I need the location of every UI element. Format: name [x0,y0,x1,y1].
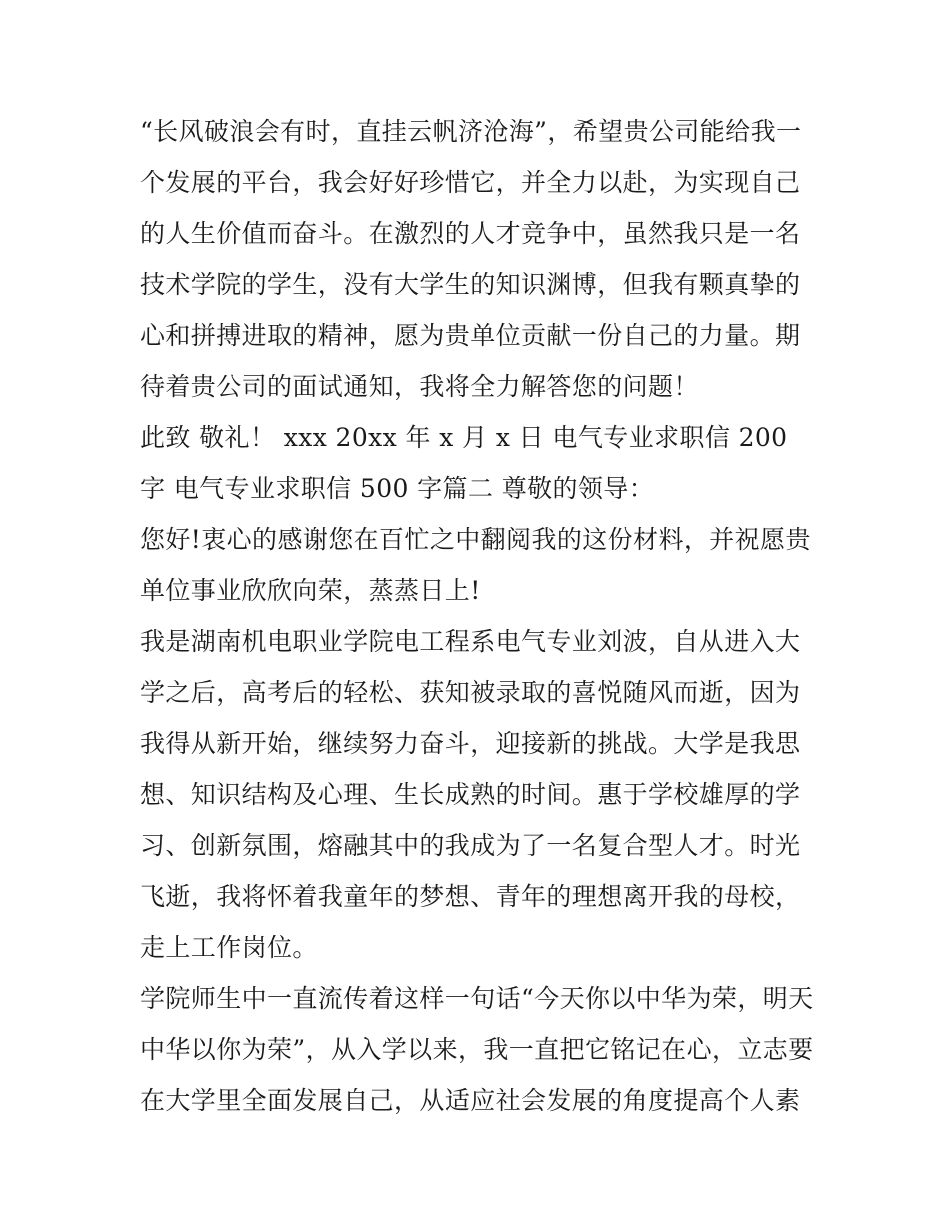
paragraph-greeting: 您好!衷心的感谢您在百忙之中翻阅我的这份材料，并祝愿贵单位事业欣欣向荣，蒸蒸日上! [140,525,811,605]
document-body [140,106,820,1126]
paragraph-closing-hope: “长风破浪会有时，直挂云帆济沧海”，希望贵公司能给我一个发展的平台，我会好好珍惜它，并全力以赴，为实现自己的人生价值而奋斗。在激烈的人才竞争中，虽然我只是一名技术学院的学生，没有大学生的知识渊博，但我有颗真挚的心和拼搏进取的精神，愿为贵单位贡献一份自己的力量。期待着贵公司的面试通知，我将全力解答您的问题！ [140,117,802,401]
paragraph-motto: 学院师生中一直流传着这样一句话“今天你以中华为荣，明天中华以你为荣”，从入学以来，我一直把它铭记在心，立志要在大学里全面发展自己，从适应社会发展的角度提高个人素 [140,984,814,1115]
paragraph-salutation-title: 此致 敬礼！ xxx 20xx 年 x 月 x 日 电气专业求职信 200 字 电气专业求职信 500 字篇二 尊敬的领导： [140,423,788,503]
paragraph-introduction: 我是湖南机电职业学院电工程系电气专业刘波，自从进入大学之后，高考后的轻松、获知被录取的喜悦随风而逝，因为我得从新开始，继续努力奋斗，迎接新的挑战。大学是我思想、知识结构及心理、生长成熟的时间。惠于学校雄厚的学习、创新氛围，熔融其中的我成为了一名复合型人才。时光飞逝，我将怀着我童年的梦想、青年的理想离开我的母校，走上工作岗位。 [140,627,801,962]
